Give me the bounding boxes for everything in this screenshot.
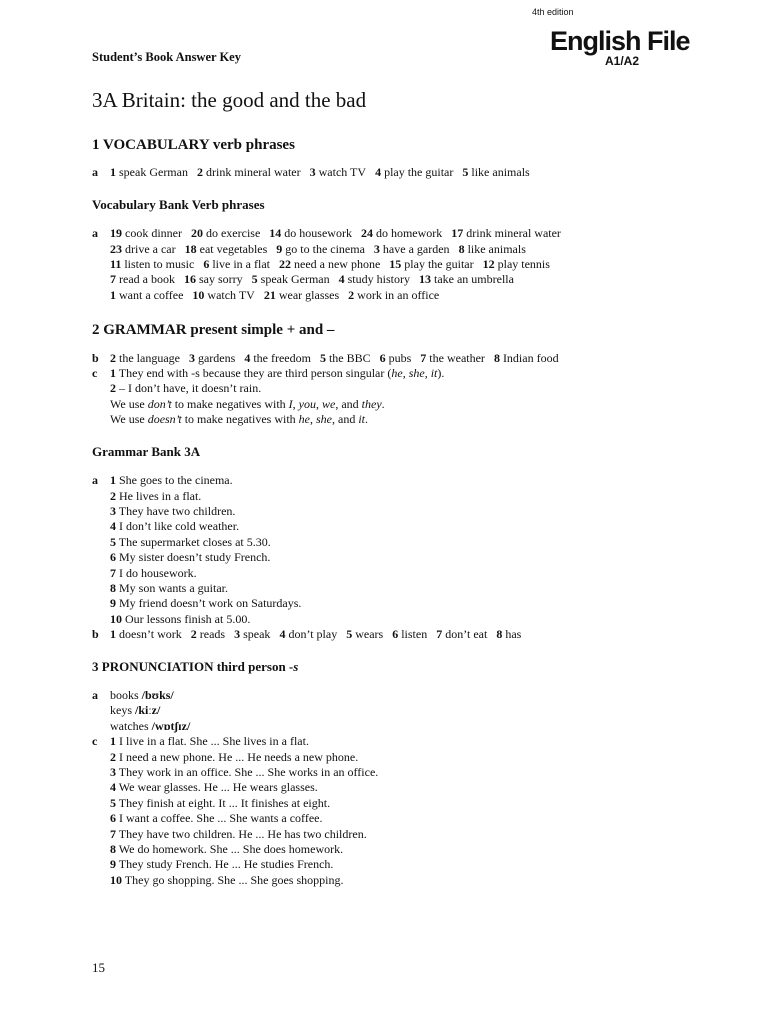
answer-line [110, 272, 732, 287]
answer-item: 6 listen [392, 627, 428, 642]
vocabulary-heading: 1 VOCABULARY verb phrases [92, 137, 295, 153]
grammar-exercise-c [92, 366, 732, 428]
grammar-bank-exercise-a [92, 473, 732, 627]
pronunciation-item: keys /kiːz/ [110, 703, 161, 718]
answer-line [110, 581, 732, 596]
brand-logo: English File [550, 26, 690, 56]
answer-item: 8 like animals [458, 241, 526, 256]
answer-line [110, 780, 732, 795]
ipa-transcription: /kiːz/ [135, 703, 161, 718]
answer-item: 9 go to the cinema [276, 241, 365, 256]
vocabulary-bank-heading: Vocabulary Bank Verb phrases [92, 196, 265, 212]
ipa-transcription: /bʊks/ [141, 687, 174, 702]
answer-line [110, 566, 732, 581]
answer-line [110, 550, 732, 565]
exercise-letter: a [92, 687, 98, 702]
answer-item: 14 do housework [269, 226, 352, 241]
answer-line [110, 811, 732, 826]
pronunciation-item: books /bʊks/ [110, 687, 174, 702]
answer-item: 2 drink mineral water [196, 165, 301, 180]
answer-item: 12 play tennis [482, 257, 550, 272]
answer-item: 1 She goes to the cinema. [110, 473, 233, 488]
answer-item: 8 has [496, 627, 522, 642]
edition-label: 4th edition [532, 7, 574, 17]
answer-item: 8 Indian food [493, 350, 559, 365]
answer-item: 6 I want a coffee. She ... She wants a coffee. [110, 811, 323, 826]
answer-item: 9 My friend doesn’t work on Saturdays. [110, 596, 302, 611]
answer-item: 18 eat vegetables [184, 241, 268, 256]
answer-item: 5 They finish at eight. It ... It finishes at eight. [110, 795, 331, 810]
answer-item: 4 We wear glasses. He ... He wears glasses. [110, 780, 318, 795]
pronunciation-item: watches /wɒtʃɪz/ [110, 718, 191, 733]
page-title: 3A Britain: the good and the bad [92, 88, 367, 112]
vocabulary-exercise-a [92, 165, 732, 180]
answer-line: 2 – I don’t have, it doesn’t rain. [110, 381, 262, 396]
answer-item: 1 speak German [110, 165, 188, 180]
answer-item: 5 wears [346, 627, 384, 642]
answer-line [110, 627, 732, 642]
answer-item: 2 the language [110, 350, 180, 365]
pronunciation-exercise-c [92, 734, 732, 888]
answer-line [110, 596, 732, 611]
answer-item: 4 I don’t like cold weather. [110, 519, 240, 534]
answer-item: 5 speak German [251, 272, 330, 287]
answer-item: 1 I live in a flat. She ... She lives in a flat. [110, 734, 309, 749]
answer-item: 13 take an umbrella [418, 272, 514, 287]
pronunciation-heading: 3 PRONUNCIATION third person -s [92, 658, 299, 674]
answer-item: 9 They study French. He ... He studies French. [110, 857, 334, 872]
answer-item: 3 have a garden [373, 241, 450, 256]
answer-item: 2 work in an office [348, 287, 440, 302]
answer-line [110, 857, 732, 872]
answer-item: 16 say sorry [183, 272, 243, 287]
answer-item: 17 drink mineral water [451, 226, 561, 241]
answer-item: 22 need a new phone [279, 257, 381, 272]
pronunciation-exercise-a [92, 688, 732, 734]
exercise-letter: a [92, 165, 98, 180]
answer-item: 23 drive a car [110, 241, 176, 256]
answer-item: 3 speak [234, 627, 271, 642]
exercise-letter: a [92, 226, 98, 241]
answer-item: 8 My son wants a guitar. [110, 580, 228, 595]
answer-line [110, 489, 732, 504]
grammar-bank-heading: Grammar Bank 3A [92, 443, 201, 459]
answer-line [110, 257, 732, 272]
answer-line [110, 734, 732, 749]
answer-line [110, 504, 732, 519]
answer-item: 2 reads [190, 627, 226, 642]
answer-item: 4 don’t play [279, 627, 338, 642]
answer-item: 3 They work in an office. She ... She works in an office. [110, 765, 379, 779]
answer-item: 5 like animals [462, 165, 530, 180]
answer-line [110, 827, 732, 842]
answer-line: We use doesn’t to make negatives with he, she, and it. [110, 412, 368, 427]
answer-item: 10 Our lessons finish at 5.00. [110, 611, 251, 626]
answer-list [110, 473, 732, 627]
answer-list [110, 734, 732, 888]
answer-line [110, 351, 732, 366]
answer-item: 3 gardens [188, 350, 236, 365]
level-label: A1/A2 [605, 54, 640, 68]
answer-item: 20 do exercise [190, 226, 261, 241]
answer-item: 4 study history [338, 272, 410, 287]
exercise-letter: c [92, 366, 98, 381]
answer-item: 7 don’t eat [436, 627, 488, 642]
answer-item: 6 My sister doesn’t study French. [110, 550, 271, 565]
answer-line [110, 226, 732, 241]
exercise-letter: b [92, 350, 99, 365]
answer-line [110, 535, 732, 550]
exercise-letter: c [92, 734, 98, 749]
answer-item: 6 pubs [379, 350, 412, 365]
answer-item: 2 I need a new phone. He ... He needs a new phone. [110, 749, 359, 764]
answer-item: 24 do homework [360, 226, 443, 241]
answer-line [110, 612, 732, 627]
exercise-letter: a [92, 473, 98, 488]
grammar-exercise-b [92, 351, 732, 366]
grammar-bank-exercise-b [92, 627, 732, 642]
answer-line: We use don’t to make negatives with I, you, we, and they. [110, 396, 385, 411]
answer-key-content [92, 138, 732, 888]
answer-line [110, 750, 732, 765]
answer-item: 21 wear glasses [263, 287, 340, 302]
answer-item: 11 listen to music [110, 257, 195, 272]
answer-line [110, 165, 732, 180]
grammar-heading: 2 GRAMMAR present simple + and – [92, 322, 335, 339]
vocabulary-bank-exercise-a [92, 226, 732, 303]
answer-line [110, 765, 732, 780]
answer-item: 7 the weather [420, 350, 485, 365]
answer-item: 1 want a coffee [110, 287, 184, 302]
answer-item: 5 The supermarket closes at 5.30. [110, 534, 271, 549]
ipa-transcription: /wɒtʃɪz/ [151, 718, 191, 733]
answer-item: 8 We do homework. She ... She does homework. [110, 842, 344, 857]
exercise-letter: b [92, 627, 99, 642]
answer-item: 7 They have two children. He ... He has two children. [110, 826, 367, 841]
answer-item: 10 They go shopping. She ... She goes shopping. [110, 872, 344, 887]
answer-item: 7 read a book [110, 272, 175, 287]
answer-line [110, 519, 732, 534]
answer-line [110, 288, 732, 303]
answer-line: 1 They end with -s because they are third person singular (he, she, it). [110, 366, 445, 381]
answer-item: 2 He lives in a flat. [110, 488, 202, 503]
answer-item: 3 watch TV [309, 165, 367, 180]
answer-item: 1 doesn’t work [110, 627, 182, 642]
answer-item: 10 watch TV [192, 287, 255, 302]
answer-item: 4 the freedom [244, 350, 311, 365]
answer-line [110, 473, 732, 488]
answer-line [110, 242, 732, 257]
document-label: Student’s Book Answer Key [92, 50, 241, 64]
answer-line [110, 796, 732, 811]
answer-item: 3 They have two children. [110, 503, 236, 518]
pronunciation-list [110, 688, 732, 734]
answer-item: 7 I do housework. [110, 565, 197, 580]
answer-item: 19 cook dinner [110, 226, 182, 241]
answer-item: 4 play the guitar [375, 165, 454, 180]
answer-line [110, 873, 732, 888]
answer-line [110, 842, 732, 857]
page-number: 15 [92, 960, 105, 975]
answer-item: 5 the BBC [319, 350, 371, 365]
answer-item: 6 live in a flat [203, 257, 270, 272]
answer-item: 15 play the guitar [389, 257, 474, 272]
